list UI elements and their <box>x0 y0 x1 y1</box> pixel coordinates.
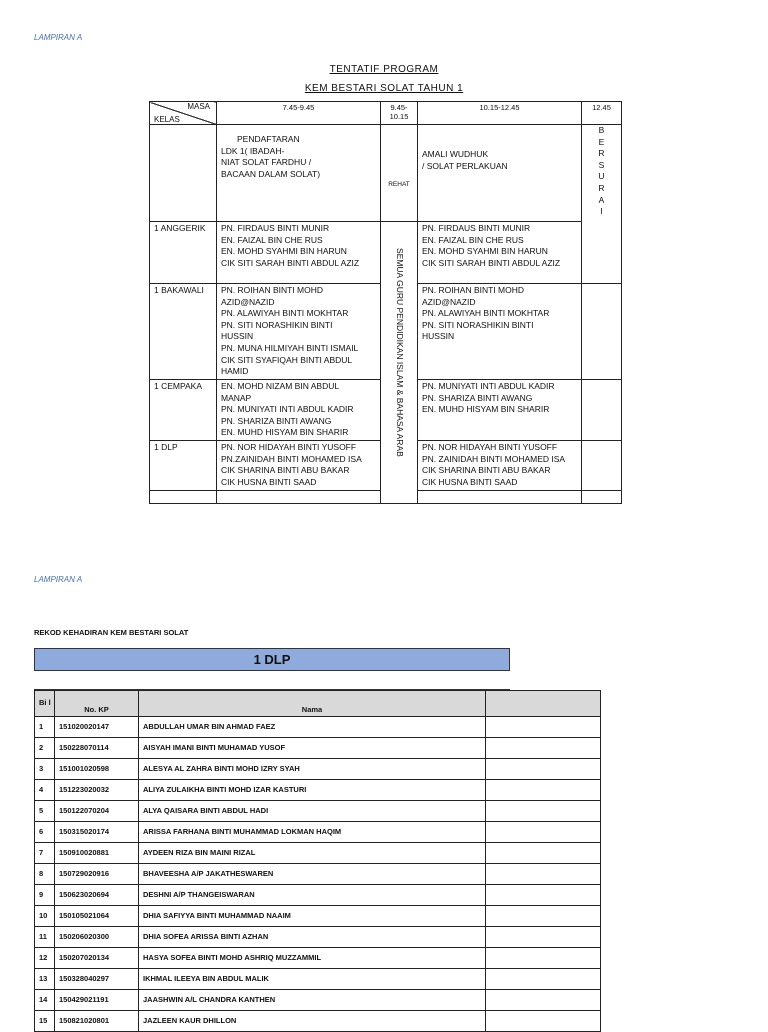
row-nama: DHIA SOFEA ARISSA BINTI AZHAN <box>139 927 486 948</box>
bersurai-letter: I <box>600 206 603 217</box>
row-nama: DESHNI A/P THANGEISWARAN <box>139 885 486 906</box>
lampiran-label: LAMPIRAN A <box>34 33 83 42</box>
row-signature-cell <box>486 927 601 948</box>
row-signature-cell <box>486 990 601 1011</box>
row-no-kp: 150207020134 <box>55 948 139 969</box>
attendance-row <box>35 1011 601 1032</box>
teacher-name: PN. SITI NORASHIKIN BINTI <box>221 319 333 330</box>
class-name: 1 ANGGERIK <box>150 222 217 284</box>
bersurai-letter: R <box>598 182 605 193</box>
teacher-name: CIK SHARINA BINTI ABU BAKAR <box>422 465 551 476</box>
row-nama: DHIA SAFIYYA BINTI MUHAMMAD NAAIM <box>139 906 486 927</box>
bersurai-cell <box>582 125 622 284</box>
row-no-kp: 151001020598 <box>55 759 139 780</box>
masa-label: MASA <box>187 102 210 111</box>
row-no-kp: 150729020916 <box>55 864 139 885</box>
row-number: 12 <box>35 948 55 969</box>
teacher-name: EN. MUHD HISYAM BIN SHARIR <box>422 404 550 415</box>
teacher-name: PN. MUNIYATI INTI ABDUL KADIR <box>221 404 354 415</box>
row-nama: HASYA SOFEA BINTI MOHD ASHRIQ MUZZAMMIL <box>139 948 486 969</box>
row-no-kp: 150105021064 <box>55 906 139 927</box>
attendance-row <box>35 780 601 801</box>
class-teachers-session2 <box>418 222 582 284</box>
class-name: 1 BAKAWALI <box>150 284 217 380</box>
activity-line: LDK 1( IBADAH- <box>221 145 285 156</box>
row-nama: IKHMAL ILEEYA BIN ABDUL MALIK <box>139 969 486 990</box>
attendance-header-row <box>35 691 601 717</box>
empty-cell <box>582 380 622 441</box>
attendance-row <box>35 948 601 969</box>
activity-line: AMALI WUDHUK <box>422 149 489 159</box>
class-row <box>150 222 622 284</box>
row-signature-cell <box>486 948 601 969</box>
program-title: TENTATIF PROGRAM <box>329 64 439 75</box>
row-no-kp: 150623020694 <box>55 885 139 906</box>
attendance-row <box>35 969 601 990</box>
empty-cell <box>582 284 622 380</box>
attendance-table <box>34 690 601 1032</box>
row-no-kp: 151223020032 <box>55 780 139 801</box>
bersurai-letter: R <box>598 148 605 159</box>
class-teachers-session2 <box>418 380 582 441</box>
row-signature-cell <box>486 780 601 801</box>
row-signature-cell <box>486 906 601 927</box>
row-number: 2 <box>35 738 55 759</box>
row-number: 9 <box>35 885 55 906</box>
attendance-row <box>35 864 601 885</box>
row-nama: AISYAH IMANI BINTI MUHAMAD YUSOF <box>139 738 486 759</box>
lampiran-label-2: LAMPIRAN A <box>34 575 83 584</box>
teacher-name: HUSSIN <box>221 331 254 342</box>
row-nama: ABDULLAH UMAR BIN AHMAD FAEZ <box>139 717 486 738</box>
row-signature-cell <box>486 822 601 843</box>
rehat-cell: REHAT <box>381 125 418 222</box>
attendance-row <box>35 822 601 843</box>
attendance-row <box>35 759 601 780</box>
teacher-name: CIK SITI SARAH BINTI ABDUL AZIZ <box>422 257 561 268</box>
teacher-name: PN. SHARIZA BINTI AWANG <box>422 392 533 403</box>
bersurai-letter: B <box>598 125 605 135</box>
header-nama: Nama <box>139 691 486 717</box>
program-subtitle: KEM BESTARI SOLAT TAHUN 1 <box>304 83 464 94</box>
vertical-note: SEMUA GURU PENDIDIKAN ISLAM & BAHASA ARAB <box>394 248 405 457</box>
row-no-kp: 150910020881 <box>55 843 139 864</box>
row-no-kp: 150315020174 <box>55 822 139 843</box>
header-bil: Bi l <box>35 691 55 717</box>
teacher-name: HAMID <box>221 366 249 377</box>
teacher-name: PN. MUNIYATI INTI ABDUL KADIR <box>422 381 555 391</box>
activity-line: / SOLAT PERLAKUAN <box>422 160 508 171</box>
bersurai-letter: A <box>598 194 605 205</box>
class-teachers-session1 <box>217 222 381 284</box>
row-no-kp: 150122070204 <box>55 801 139 822</box>
teacher-name: CIK SITI SARAH BINTI ABDUL AZIZ <box>221 257 360 268</box>
attendance-row <box>35 801 601 822</box>
masa-kelas-cell <box>150 102 217 125</box>
class-banner: 1 DLP <box>34 648 510 671</box>
teacher-name: MANAP <box>221 392 252 403</box>
session2-activity <box>418 125 582 222</box>
row-number: 14 <box>35 990 55 1011</box>
time-slot-2: 9.45-10.15 <box>381 102 418 125</box>
row-no-kp: 150328040297 <box>55 969 139 990</box>
attendance-title: REKOD KEHADIRAN KEM BESTARI SOLAT <box>34 628 189 637</box>
teacher-name: PN. ALAWIYAH BINTI MOKHTAR <box>221 308 349 319</box>
teacher-name: PN.ZAINIDAH BINTI MOHAMED ISA <box>221 453 362 464</box>
activity-line: PENDAFTARAN <box>237 134 300 144</box>
attendance-row <box>35 885 601 906</box>
class-teachers-session1 <box>217 284 381 380</box>
time-slot-3: 10.15-12.45 <box>418 102 582 125</box>
row-number: 5 <box>35 801 55 822</box>
row-number: 3 <box>35 759 55 780</box>
activity-line: BACAAN DALAM SOLAT) <box>221 168 321 179</box>
empty-cell <box>582 440 622 490</box>
row-nama: BHAVEESHA A/P JAKATHESWAREN <box>139 864 486 885</box>
row-number: 1 <box>35 717 55 738</box>
teacher-name: EN. MOHD SYAHMI BIN HARUN <box>422 246 548 257</box>
teacher-name: PN. FIRDAUS BINTI MUNIR <box>221 223 330 233</box>
row-nama: JAZLEEN KAUR DHILLON <box>139 1011 486 1032</box>
empty-class-cell <box>150 125 217 222</box>
row-number: 15 <box>35 1011 55 1032</box>
teacher-name: PN. SHARIZA BINTI AWANG <box>221 415 332 426</box>
bersurai-letter: E <box>598 136 605 147</box>
row-number: 6 <box>35 822 55 843</box>
time-slot-1: 7.45-9.45 <box>217 102 381 125</box>
row-number: 4 <box>35 780 55 801</box>
teacher-name: PN. ZAINIDAH BINTI MOHAMED ISA <box>422 453 566 464</box>
attendance-row <box>35 990 601 1011</box>
row-signature-cell <box>486 843 601 864</box>
row-nama: JAASHWIN A/L CHANDRA KANTHEN <box>139 990 486 1011</box>
row-nama: AYDEEN RIZA BIN MAINI RIZAL <box>139 843 486 864</box>
row-nama: ALIYA ZULAIKHA BINTI MOHD IZAR KASTURI <box>139 780 486 801</box>
header-blank <box>486 691 601 717</box>
row-signature-cell <box>486 738 601 759</box>
activity-line: NIAT SOLAT FARDHU / <box>221 157 312 168</box>
row-signature-cell <box>486 759 601 780</box>
row-no-kp: 150206020300 <box>55 927 139 948</box>
bersurai-letter: S <box>598 159 605 170</box>
attendance-row <box>35 906 601 927</box>
row-signature-cell <box>486 864 601 885</box>
header-no-kp: No. KP <box>55 691 139 717</box>
teacher-name: PN. NOR HIDAYAH BINTI YUSOFF <box>221 441 357 452</box>
teacher-name: PN. ROIHAN BINTI MOHD <box>422 285 525 295</box>
row-no-kp: 150821020801 <box>55 1011 139 1032</box>
bersurai-letter: U <box>598 171 605 182</box>
row-signature-cell <box>486 801 601 822</box>
row-number: 13 <box>35 969 55 990</box>
row-signature-cell <box>486 717 601 738</box>
teacher-name: PN. SITI NORASHIKIN BINTI <box>422 319 534 330</box>
row-signature-cell <box>486 885 601 906</box>
teacher-name: PN. NOR HIDAYAH BINTI YUSOFF <box>422 441 558 452</box>
row-no-kp: 151020020147 <box>55 717 139 738</box>
teacher-name: PN. MUNA HILMIYAH BINTI ISMAIL <box>221 342 359 353</box>
class-name: 1 CEMPAKA <box>150 380 217 441</box>
class-teachers-session2 <box>418 284 582 380</box>
class-name: 1 DLP <box>150 440 217 490</box>
teacher-name: PN. ROIHAN BINTI MOHD <box>221 285 324 295</box>
row-nama: ARISSA FARHANA BINTI MUHAMMAD LOKMAN HAQIM <box>139 822 486 843</box>
row-signature-cell <box>486 1011 601 1032</box>
empty-cell <box>418 490 582 503</box>
teacher-name: EN. MUHD HISYAM BIN SHARIR <box>221 427 349 438</box>
row-number: 7 <box>35 843 55 864</box>
teacher-name: HUSSIN <box>422 331 455 342</box>
attendance-row <box>35 927 601 948</box>
row-number: 11 <box>35 927 55 948</box>
teacher-name: EN. MOHD SYAHMI BIN HARUN <box>221 246 347 257</box>
row-number: 10 <box>35 906 55 927</box>
kelas-label: KELAS <box>154 115 180 124</box>
teacher-name: PN. ALAWIYAH BINTI MOKHTAR <box>422 308 550 319</box>
session1-activity <box>217 125 381 222</box>
empty-cell <box>150 490 217 503</box>
teacher-name: EN. FAIZAL BIN CHE RUS <box>221 234 323 245</box>
empty-cell <box>217 490 381 503</box>
class-teachers-session2 <box>418 440 582 490</box>
attendance-row <box>35 843 601 864</box>
schedule-header-row <box>150 102 622 125</box>
activity-row <box>150 125 622 222</box>
row-nama: ALESYA AL ZAHRA BINTI MOHD IZRY SYAH <box>139 759 486 780</box>
time-slot-4: 12.45 <box>582 102 622 125</box>
row-no-kp: 150228070114 <box>55 738 139 759</box>
attendance-row <box>35 738 601 759</box>
teacher-name: AZID@NAZID <box>221 296 275 307</box>
class-teachers-session1 <box>217 380 381 441</box>
class-teachers-session1 <box>217 440 381 490</box>
vertical-note-cell <box>381 222 418 504</box>
teacher-name: AZID@NAZID <box>422 296 476 307</box>
teacher-name: CIK HUSNA BINTI SAAD <box>422 476 518 487</box>
teacher-name: CIK SHARINA BINTI ABU BAKAR <box>221 465 350 476</box>
empty-cell <box>582 490 622 503</box>
row-nama: ALYA QAISARA BINTI ABDUL HADI <box>139 801 486 822</box>
row-number: 8 <box>35 864 55 885</box>
teacher-name: EN. MOHD NIZAM BIN ABDUL <box>221 381 340 391</box>
row-no-kp: 150429021191 <box>55 990 139 1011</box>
attendance-row <box>35 717 601 738</box>
row-signature-cell <box>486 969 601 990</box>
teacher-name: PN. FIRDAUS BINTI MUNIR <box>422 223 531 233</box>
teacher-name: CIK HUSNA BINTI SAAD <box>221 476 317 487</box>
schedule-table <box>149 101 622 504</box>
teacher-name: EN. FAIZAL BIN CHE RUS <box>422 234 524 245</box>
teacher-name: CIK SITI SYAFIQAH BINTI ABDUL <box>221 354 353 365</box>
